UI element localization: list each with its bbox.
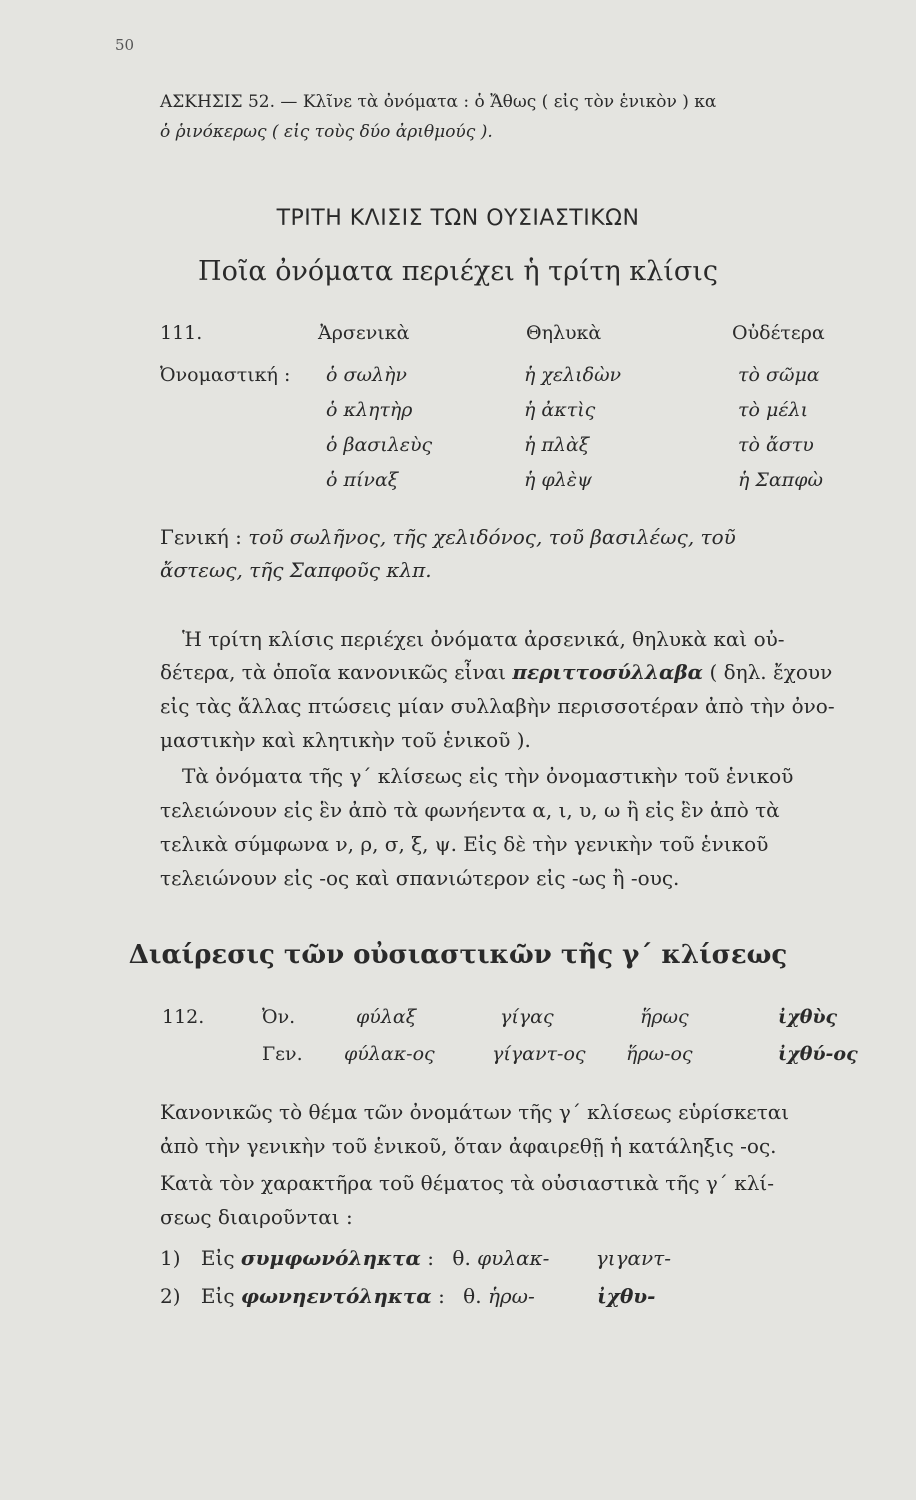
paragraph-3-line: ἀπὸ τὴν γενικὴν τοῦ ἑνικοῦ, ὅταν ἀφαιρεθῇ ἡ κατάληξις -ος. [160,1134,777,1158]
table-cell: φύλαξ [356,1006,417,1028]
paragraph-3-line: Κανονικῶς τὸ θέμα τῶν ὀνομάτων τῆς γ΄ κλίσεως εὑρίσκεται [160,1100,790,1124]
exercise-line-2: ὁ ῥινόκερως ( εἰς τοὺς δύο ἀριθμούς ). [160,122,493,142]
table-cell: τὸ ἄστυ [738,434,814,456]
list-number: 2) [160,1284,181,1308]
table-cell: τὸ μέλι [738,399,809,421]
paragraph-1-line: μαστικὴν καὶ κλητικὴν τοῦ ἑνικοῦ ). [160,728,531,752]
header-neuter: Οὐδέτερα [732,322,825,344]
table-cell: φύλακ-ος [344,1043,435,1065]
table-cell: γίγας [500,1006,554,1028]
paragraph-1-line: Ἡ τρίτη κλίσις περιέχει ὀνόματα ἀρσενικά, θηλυκὰ καὶ οὐ- [182,627,785,651]
paragraph-1-text: ( δηλ. ἔχουν [709,660,833,684]
genitive-line-2: ἄστεως, τῆς Σαπφοῦς κλπ. [160,558,432,582]
row-label-nominative: Ὀνομαστική : [160,364,291,386]
paragraph-1-line [160,660,832,684]
theta-abbrev: θ. [452,1246,471,1270]
list-prefix: Εἰς [200,1246,235,1270]
table-cell: τὸ σῶμα [738,364,820,386]
genitive-examples: τοῦ σωλῆνος, τῆς χελιδόνος, τοῦ βασιλέως, τοῦ [248,525,736,549]
list-colon: : [438,1284,445,1308]
theta-abbrev: θ. [463,1284,482,1308]
stem-example: φυλακ- [477,1246,550,1270]
term-fonienteolikta: φωνηεντόληκτα [240,1284,432,1308]
exercise-line-1: ΑΣΚΗΣΙΣ 52. — Κλῖνε τὰ ὀνόματα : ὁ Ἄθως ( εἰς τὸν ἑνικὸν ) κα [160,92,717,112]
table-cell: ἰχθὺς [778,1006,838,1028]
table-cell: ὁ πίναξ [326,469,399,491]
header-feminine: Θηλυκὰ [526,322,602,344]
header-masculine: Ἀρσενικὰ [318,322,410,344]
paragraph-4-line: Κατὰ τὸν χαρακτῆρα τοῦ θέματος τὰ οὐσιαστικὰ τῆς γ΄ κλί- [160,1171,774,1195]
stem-example: ἰχθυ- [597,1284,656,1308]
list-prefix: Εἰς [200,1284,235,1308]
row-label-nom: Ὀν. [262,1006,296,1028]
section-title: Διαίρεσις τῶν οὐσιαστικῶν τῆς γ΄ κλίσεως [128,940,788,970]
row-label-gen: Γεν. [262,1043,303,1065]
paragraph-2-line: τελικὰ σύμφωνα ν, ρ, σ, ξ, ψ. Εἰς δὲ τὴν γενικὴν τοῦ ἑνικοῦ [160,832,769,856]
table-cell: ὁ κλητὴρ [326,399,413,421]
paragraph-4-line: σεως διαιροῦνται : [160,1205,353,1229]
term-symfonolikta: συμφωνόληκτα [240,1246,421,1270]
stem-example: ἡρω- [487,1284,535,1308]
table-cell: ὁ σωλὴν [326,364,407,386]
table-cell: ἡ πλὰξ [524,434,590,456]
paragraph-1-text: δέτερα, τὰ ὁποῖα κανονικῶς εἶναι [160,660,506,684]
paragraph-1-line: εἰς τὰς ἄλλας πτώσεις μίαν συλλαβὴν περισσοτέραν ἀπὸ τὴν ὀνο- [160,694,835,718]
table-cell: ἡ φλὲψ [524,469,592,491]
list-number: 1) [160,1246,181,1270]
stem-example: γιγαντ- [595,1246,671,1270]
section-number-111: 111. [160,322,203,344]
table-cell: ἥρω-ος [626,1043,693,1065]
list-colon: : [427,1246,435,1270]
table-cell: ἰχθύ-ος [778,1043,858,1065]
chapter-subtitle: Ποῖα ὀνόματα περιέχει ἡ τρίτη κλίσις [198,256,718,287]
chapter-title: ΤΡΙΤΗ ΚΛΙΣΙΣ ΤΩΝ ΟΥΣΙΑΣΤΙΚΩΝ [276,206,640,231]
table-cell: ἡ Σαπφὼ [738,469,823,491]
section-number-112: 112. [162,1006,205,1028]
term-perittosyllaba: περιττοσύλλαβα [512,660,704,684]
table-cell: ἥρως [640,1006,689,1028]
table-cell: γίγαντ-ος [492,1043,586,1065]
table-cell: ἡ ἀκτὶς [524,399,596,421]
list-item-1 [160,1246,671,1270]
genitive-label: Γενική : [160,525,242,549]
list-item-2 [160,1284,655,1308]
paragraph-2-line: τελειώνουν εἰς ἓν ἀπὸ τὰ φωνήεντα α, ι, υ, ω ἢ εἰς ἓν ἀπὸ τὰ [160,798,780,822]
paragraph-2-line: Τὰ ὀνόματα τῆς γ΄ κλίσεως εἰς τὴν ὀνομαστικὴν τοῦ ἑνικοῦ [182,764,794,788]
page-number: 50 [115,36,135,54]
table-cell: ὁ βασιλεὺς [326,434,433,456]
paragraph-2-line: τελειώνουν εἰς -ος καὶ σπανιώτερον εἰς -ως ἢ -ους. [160,866,680,890]
table-cell: ἡ χελιδὼν [524,364,622,386]
genitive-line-1 [160,525,736,549]
